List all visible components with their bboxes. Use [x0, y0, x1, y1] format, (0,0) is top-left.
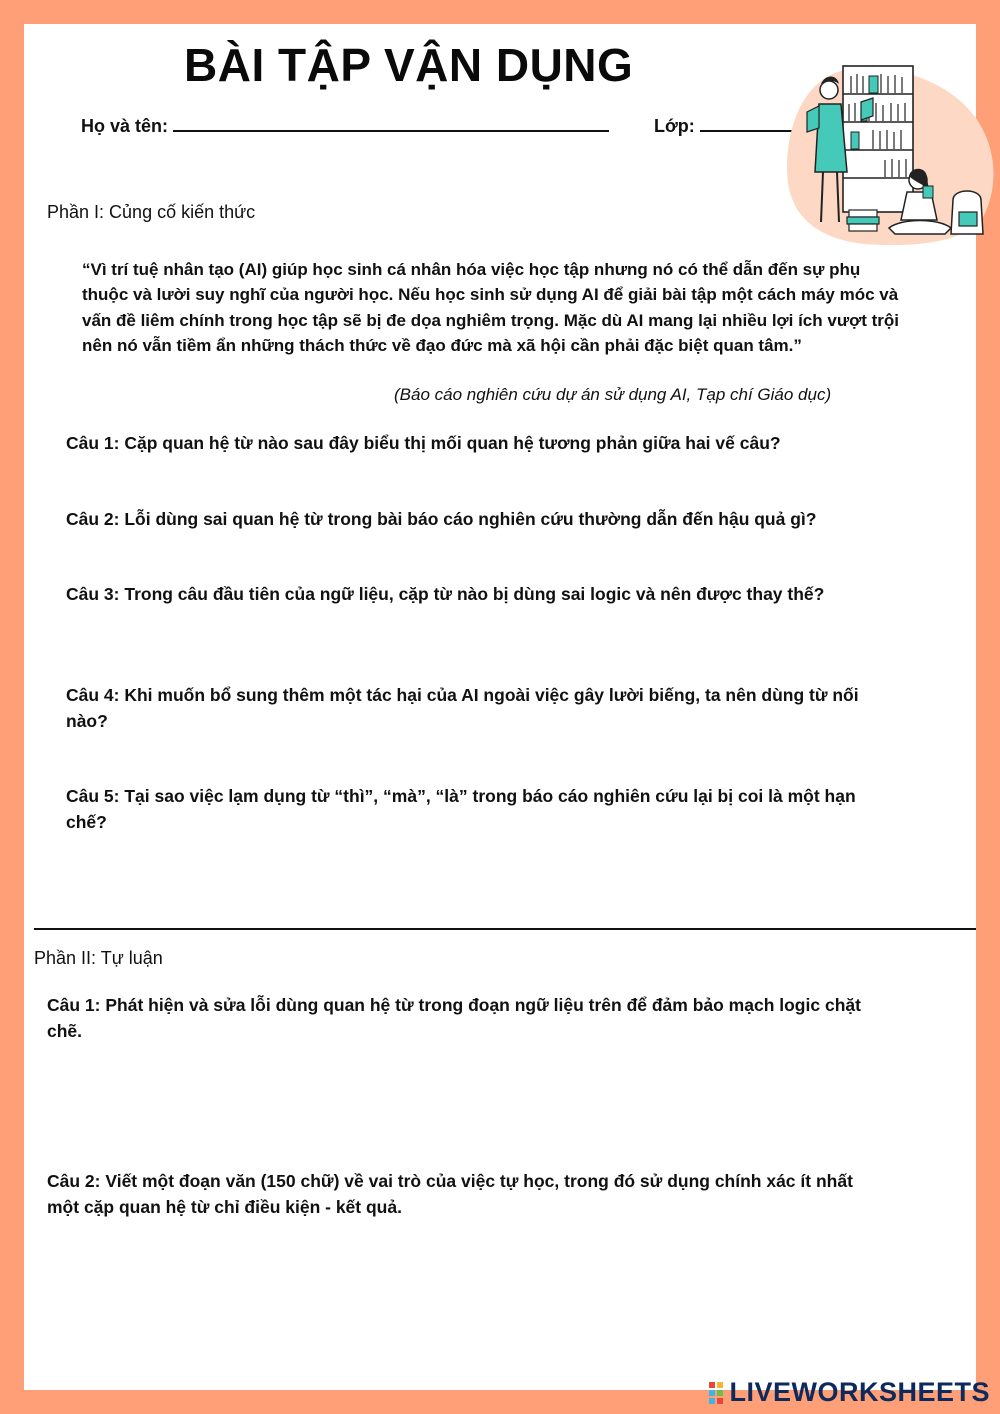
name-row — [81, 114, 609, 137]
section-divider — [34, 928, 976, 930]
part1-question-4: Câu 4: Khi muốn bổ sung thêm một tác hại của AI ngoài việc gây lười biếng, ta nên dùng từ nối nào? — [66, 685, 859, 731]
passage-source: (Báo cáo nghiên cứu dự án sử dụng AI, Tạp chí Giáo dục) — [394, 385, 832, 404]
liveworksheets-logo-text: LIVEWORKSHEETS — [729, 1377, 990, 1407]
worksheet-page — [24, 24, 990, 1407]
part1-question-3: Câu 3: Trong câu đầu tiên của ngữ liệu, cặp từ nào bị dùng sai logic và nên được thay thế? — [66, 584, 825, 604]
class-label: Lớp: — [654, 116, 695, 136]
class-row — [654, 114, 800, 137]
liveworksheets-logo — [709, 1377, 990, 1408]
teacher-and-student-reading-illustration — [785, 62, 1000, 247]
part1-question-2: Câu 2: Lỗi dùng sai quan hệ từ trong bài báo cáo nghiên cứu thường dẫn đến hậu quả gì? — [66, 509, 817, 529]
name-input-line[interactable] — [173, 114, 609, 132]
part1-question-1: Câu 1: Cặp quan hệ từ nào sau đây biểu thị mối quan hệ tương phản giữa hai vế câu? — [66, 433, 781, 453]
liveworksheets-logo-icon — [709, 1382, 723, 1404]
part2-heading: Phần II: Tự luận — [34, 948, 163, 968]
quoted-passage: “Vì trí tuệ nhân tạo (AI) giúp học sinh cá nhân hóa việc học tập nhưng nó có thể dẫn đến sự phụ thuộc và lười suy nghĩ của người học. Nếu học sinh sử dụng AI để giải bài tập một cách máy móc và vấn đề liêm chính trong học tập sẽ bị đe dọa nghiêm trọng. Mặc dù AI mang lại nhiều lợi ích vượt trội nên nó vẫn tiềm ẩn những thách thức về đạo đức mà xã hội cần phải đặc biệt quan tâm.” — [82, 260, 899, 355]
part2-question-1: Câu 1: Phát hiện và sửa lỗi dùng quan hệ từ trong đoạn ngữ liệu trên để đảm bảo mạch logic chặt chẽ. — [47, 995, 861, 1041]
worksheet-title: BÀI TẬP VẬN DỤNG — [184, 39, 634, 91]
part1-heading: Phần I: Củng cố kiến thức — [47, 202, 256, 222]
part1-question-5: Câu 5: Tại sao việc lạm dụng từ “thì”, “mà”, “là” trong báo cáo nghiên cứu lại bị coi là một hạn chế? — [66, 786, 856, 832]
part2-question-2: Câu 2: Viết một đoạn văn (150 chữ) về vai trò của việc tự học, trong đó sử dụng chính xác ít nhất một cặp quan hệ từ chỉ điều kiện - kết quả. — [47, 1171, 853, 1217]
name-label: Họ và tên: — [81, 116, 169, 136]
